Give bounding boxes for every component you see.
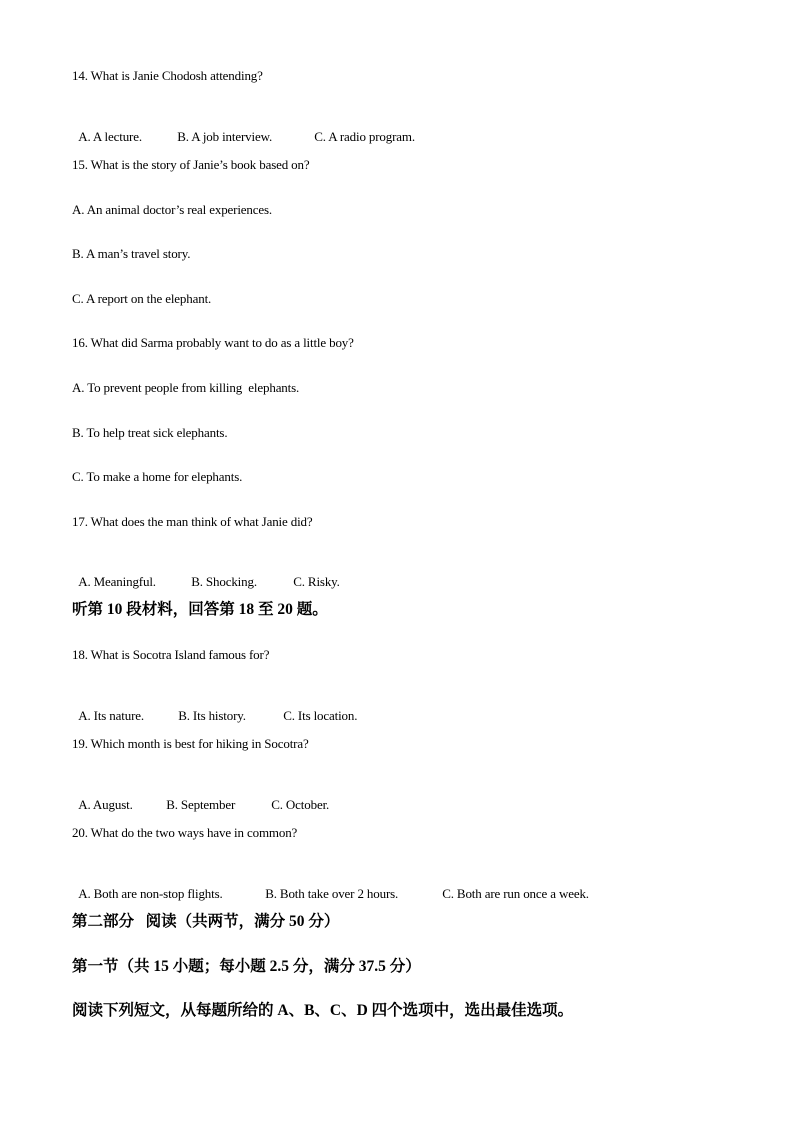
q20-option-a: A. Both are non-stop flights.: [78, 886, 223, 901]
q17-option-a: A. Meaningful.: [78, 574, 156, 589]
q18-option-c: C. Its location.: [283, 708, 358, 723]
section-1-heading: 第一节（共 15 小题；每小题 2.5 分，满分 37.5 分）: [72, 958, 421, 975]
q14-option-c: C. A radio program.: [314, 129, 415, 144]
q18-question: 18. What is Socotra Island famous for?: [72, 647, 270, 662]
q14-option-b: B. A job interview.: [177, 129, 273, 144]
q15-option-c: C. A report on the elephant.: [72, 291, 212, 306]
q16-question: 16. What did Sarma probably want to do as a little boy?: [72, 335, 354, 350]
q15-question: 15. What is the story of Janie’s book based on?: [72, 157, 310, 172]
q14-options: [72, 113, 415, 145]
q18-option-a: A. Its nature.: [78, 708, 144, 723]
q19-question: 19. Which month is best for hiking in Socotra?: [72, 736, 309, 751]
q16-option-c: C. To make a home for elephants.: [72, 469, 243, 484]
part-2-heading: 第二部分 阅读（共两节，满分 50 分）: [72, 913, 340, 930]
q17-options: [72, 558, 340, 590]
q19-options: [72, 781, 329, 813]
q20-option-b: B. Both take over 2 hours.: [265, 886, 399, 901]
q14-option-a: A. A lecture.: [78, 129, 142, 144]
reading-instructions: 阅读下列短文，从每题所给的 A、B、C、D 四个选项中，选出最佳选项。: [72, 1002, 574, 1019]
q17-question: 17. What does the man think of what Janie did?: [72, 514, 313, 529]
q15-option-b: B. A man’s travel story.: [72, 246, 191, 261]
q19-option-a: A. August.: [78, 797, 133, 812]
q20-options: [72, 870, 589, 902]
q19-option-c: C. October.: [271, 797, 330, 812]
q18-options: [72, 692, 357, 724]
q15-option-a: A. An animal doctor’s real experiences.: [72, 202, 273, 217]
q20-question: 20. What do the two ways have in common?: [72, 825, 298, 840]
q17-option-c: C. Risky.: [293, 574, 340, 589]
q14-question: 14. What is Janie Chodosh attending?: [72, 68, 263, 83]
q19-option-b: B. September: [166, 797, 236, 812]
q17-option-b: B. Shocking.: [191, 574, 257, 589]
section-10-heading: 听第 10 段材料，回答第 18 至 20 题。: [72, 601, 328, 618]
q20-option-c: C. Both are run once a week.: [442, 886, 589, 901]
q18-option-b: B. Its history.: [178, 708, 246, 723]
q16-option-a: A. To prevent people from killing elephants.: [72, 380, 300, 395]
q16-option-b: B. To help treat sick elephants.: [72, 425, 228, 440]
